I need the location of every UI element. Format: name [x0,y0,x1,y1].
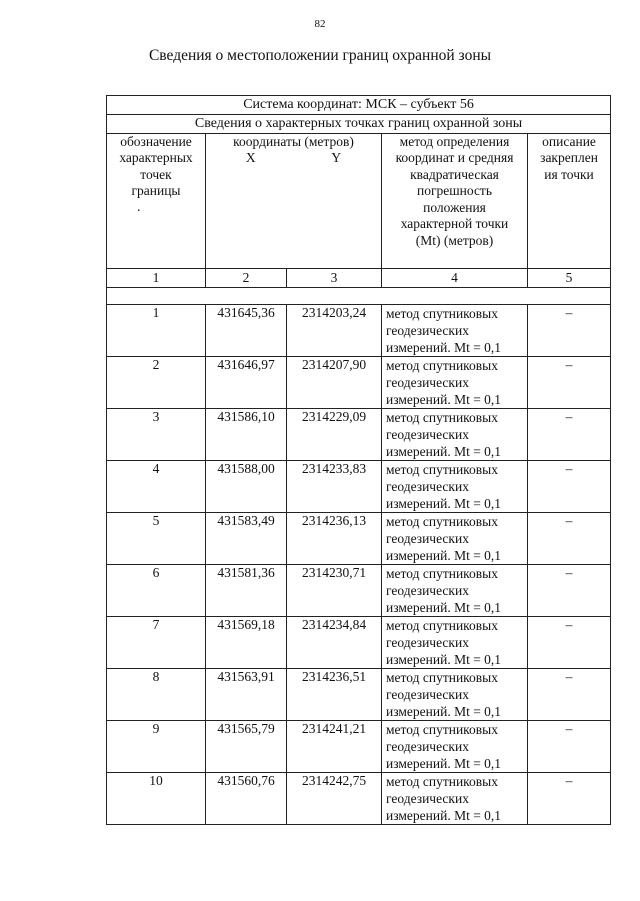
page-number: 82 [314,18,326,30]
header-text: описание [542,134,596,149]
description-cell: – [528,721,611,773]
header-text: погрешность [416,183,492,199]
y-coordinate-cell: 2314203,24 [287,305,382,357]
method-line: геодезических [386,583,469,598]
header-text: (Mt) (метров) [415,232,494,248]
header-y: Y [331,150,342,166]
header-text: положения [423,199,486,215]
table-row [107,305,611,357]
table-row [107,773,611,825]
description-cell: – [528,617,611,669]
x-coordinate-cell: 431581,36 [206,565,287,617]
header-text: координат и средняя [395,150,514,166]
method-line: метод спутниковых [386,566,498,581]
coordinates-table [106,95,611,825]
method-cell [382,617,528,669]
column-number: 5 [528,269,611,288]
method-line: геодезических [386,427,469,442]
y-coordinate-cell: 2314234,84 [287,617,382,669]
point-id-cell: 5 [107,513,206,565]
method-line: измерений. Mt = 0,1 [386,704,502,719]
point-id-cell: 1 [107,305,206,357]
blank-row [107,288,611,305]
y-coordinate-cell: 2314242,75 [287,773,382,825]
header-text: метод определения [399,134,510,149]
x-coordinate-cell: 431565,79 [206,721,287,773]
table-caption: Сведения о характерных точках границ охранной зоны [107,115,611,134]
header-x: X [245,150,256,166]
method-cell [382,461,528,513]
header-text: характерных [119,150,193,166]
method-line: метод спутниковых [386,618,498,633]
method-line: геодезических [386,687,469,702]
table-row [107,669,611,721]
method-line: измерений. Mt = 0,1 [386,652,502,667]
description-cell: – [528,513,611,565]
method-line: геодезических [386,323,469,338]
header-coordinates [206,134,382,269]
header-row [107,134,611,269]
method-line: метод спутниковых [386,514,498,529]
description-cell: – [528,461,611,513]
method-line: измерений. Mt = 0,1 [386,444,502,459]
method-line: измерений. Mt = 0,1 [386,756,502,771]
header-text: характерной точки [400,216,509,232]
column-number: 1 [107,269,206,288]
x-coordinate-cell: 431560,76 [206,773,287,825]
table-row [107,357,611,409]
header-description [528,134,611,269]
method-line: геодезических [386,531,469,546]
point-id-cell: 7 [107,617,206,669]
header-text: точек [140,166,172,182]
method-line: метод спутниковых [386,774,498,789]
y-coordinate-cell: 2314233,83 [287,461,382,513]
header-method [382,134,528,269]
header-text: квадратическая [410,166,499,182]
method-cell [382,721,528,773]
header-coordinates-label: координаты (метров) [233,134,354,149]
table-row [107,721,611,773]
y-coordinate-cell: 2314236,51 [287,669,382,721]
document-title: Сведения о местоположении границ охранной зоны [148,47,492,64]
method-cell [382,305,528,357]
description-cell: – [528,773,611,825]
method-line: измерений. Mt = 0,1 [386,600,502,615]
method-line: метод спутниковых [386,358,498,373]
method-line: геодезических [386,791,469,806]
x-coordinate-cell: 431583,49 [206,513,287,565]
column-numbers-row [107,269,611,288]
method-line: метод спутниковых [386,462,498,477]
point-id-cell: 10 [107,773,206,825]
point-id-cell: 3 [107,409,206,461]
header-mark: . [137,199,141,215]
method-line: измерений. Mt = 0,1 [386,340,502,355]
method-cell [382,357,528,409]
header-text: границы [131,183,181,199]
method-line: метод спутниковых [386,306,498,321]
y-coordinate-cell: 2314229,09 [287,409,382,461]
y-coordinate-cell: 2314230,71 [287,565,382,617]
column-number: 4 [382,269,528,288]
point-id-cell: 2 [107,357,206,409]
header-point-designation [107,134,206,269]
method-line: метод спутниковых [386,410,498,425]
table-caption-row [107,115,611,134]
table-row [107,565,611,617]
method-line: геодезических [386,739,469,754]
description-cell: – [528,357,611,409]
method-line: измерений. Mt = 0,1 [386,808,502,823]
point-id-cell: 6 [107,565,206,617]
header-text: обозначение [120,134,192,149]
description-cell: – [528,565,611,617]
method-cell [382,669,528,721]
blank-cell [107,288,611,305]
x-coordinate-cell: 431645,36 [206,305,287,357]
coordinate-system-row [107,96,611,115]
header-text: закреплен [540,150,598,166]
method-line: измерений. Mt = 0,1 [386,392,502,407]
point-id-cell: 8 [107,669,206,721]
x-coordinate-cell: 431588,00 [206,461,287,513]
point-id-cell: 4 [107,461,206,513]
x-coordinate-cell: 431569,18 [206,617,287,669]
method-cell [382,409,528,461]
method-line: геодезических [386,479,469,494]
method-line: измерений. Mt = 0,1 [386,548,502,563]
description-cell: – [528,409,611,461]
column-number: 3 [287,269,382,288]
y-coordinate-cell: 2314236,13 [287,513,382,565]
x-coordinate-cell: 431646,97 [206,357,287,409]
y-coordinate-cell: 2314241,21 [287,721,382,773]
coordinate-system-label: Система координат: МСК – субъект 56 [107,96,611,115]
description-cell: – [528,305,611,357]
method-line: геодезических [386,635,469,650]
method-cell [382,565,528,617]
table-row [107,617,611,669]
method-line: геодезических [386,375,469,390]
point-id-cell: 9 [107,721,206,773]
column-number: 2 [206,269,287,288]
y-coordinate-cell: 2314207,90 [287,357,382,409]
header-text: ия точки [544,166,594,182]
method-cell [382,513,528,565]
method-line: измерений. Mt = 0,1 [386,496,502,511]
table-row [107,409,611,461]
method-line: метод спутниковых [386,670,498,685]
x-coordinate-cell: 431563,91 [206,669,287,721]
description-cell: – [528,669,611,721]
table-row [107,513,611,565]
x-coordinate-cell: 431586,10 [206,409,287,461]
table-row [107,461,611,513]
method-line: метод спутниковых [386,722,498,737]
method-cell [382,773,528,825]
